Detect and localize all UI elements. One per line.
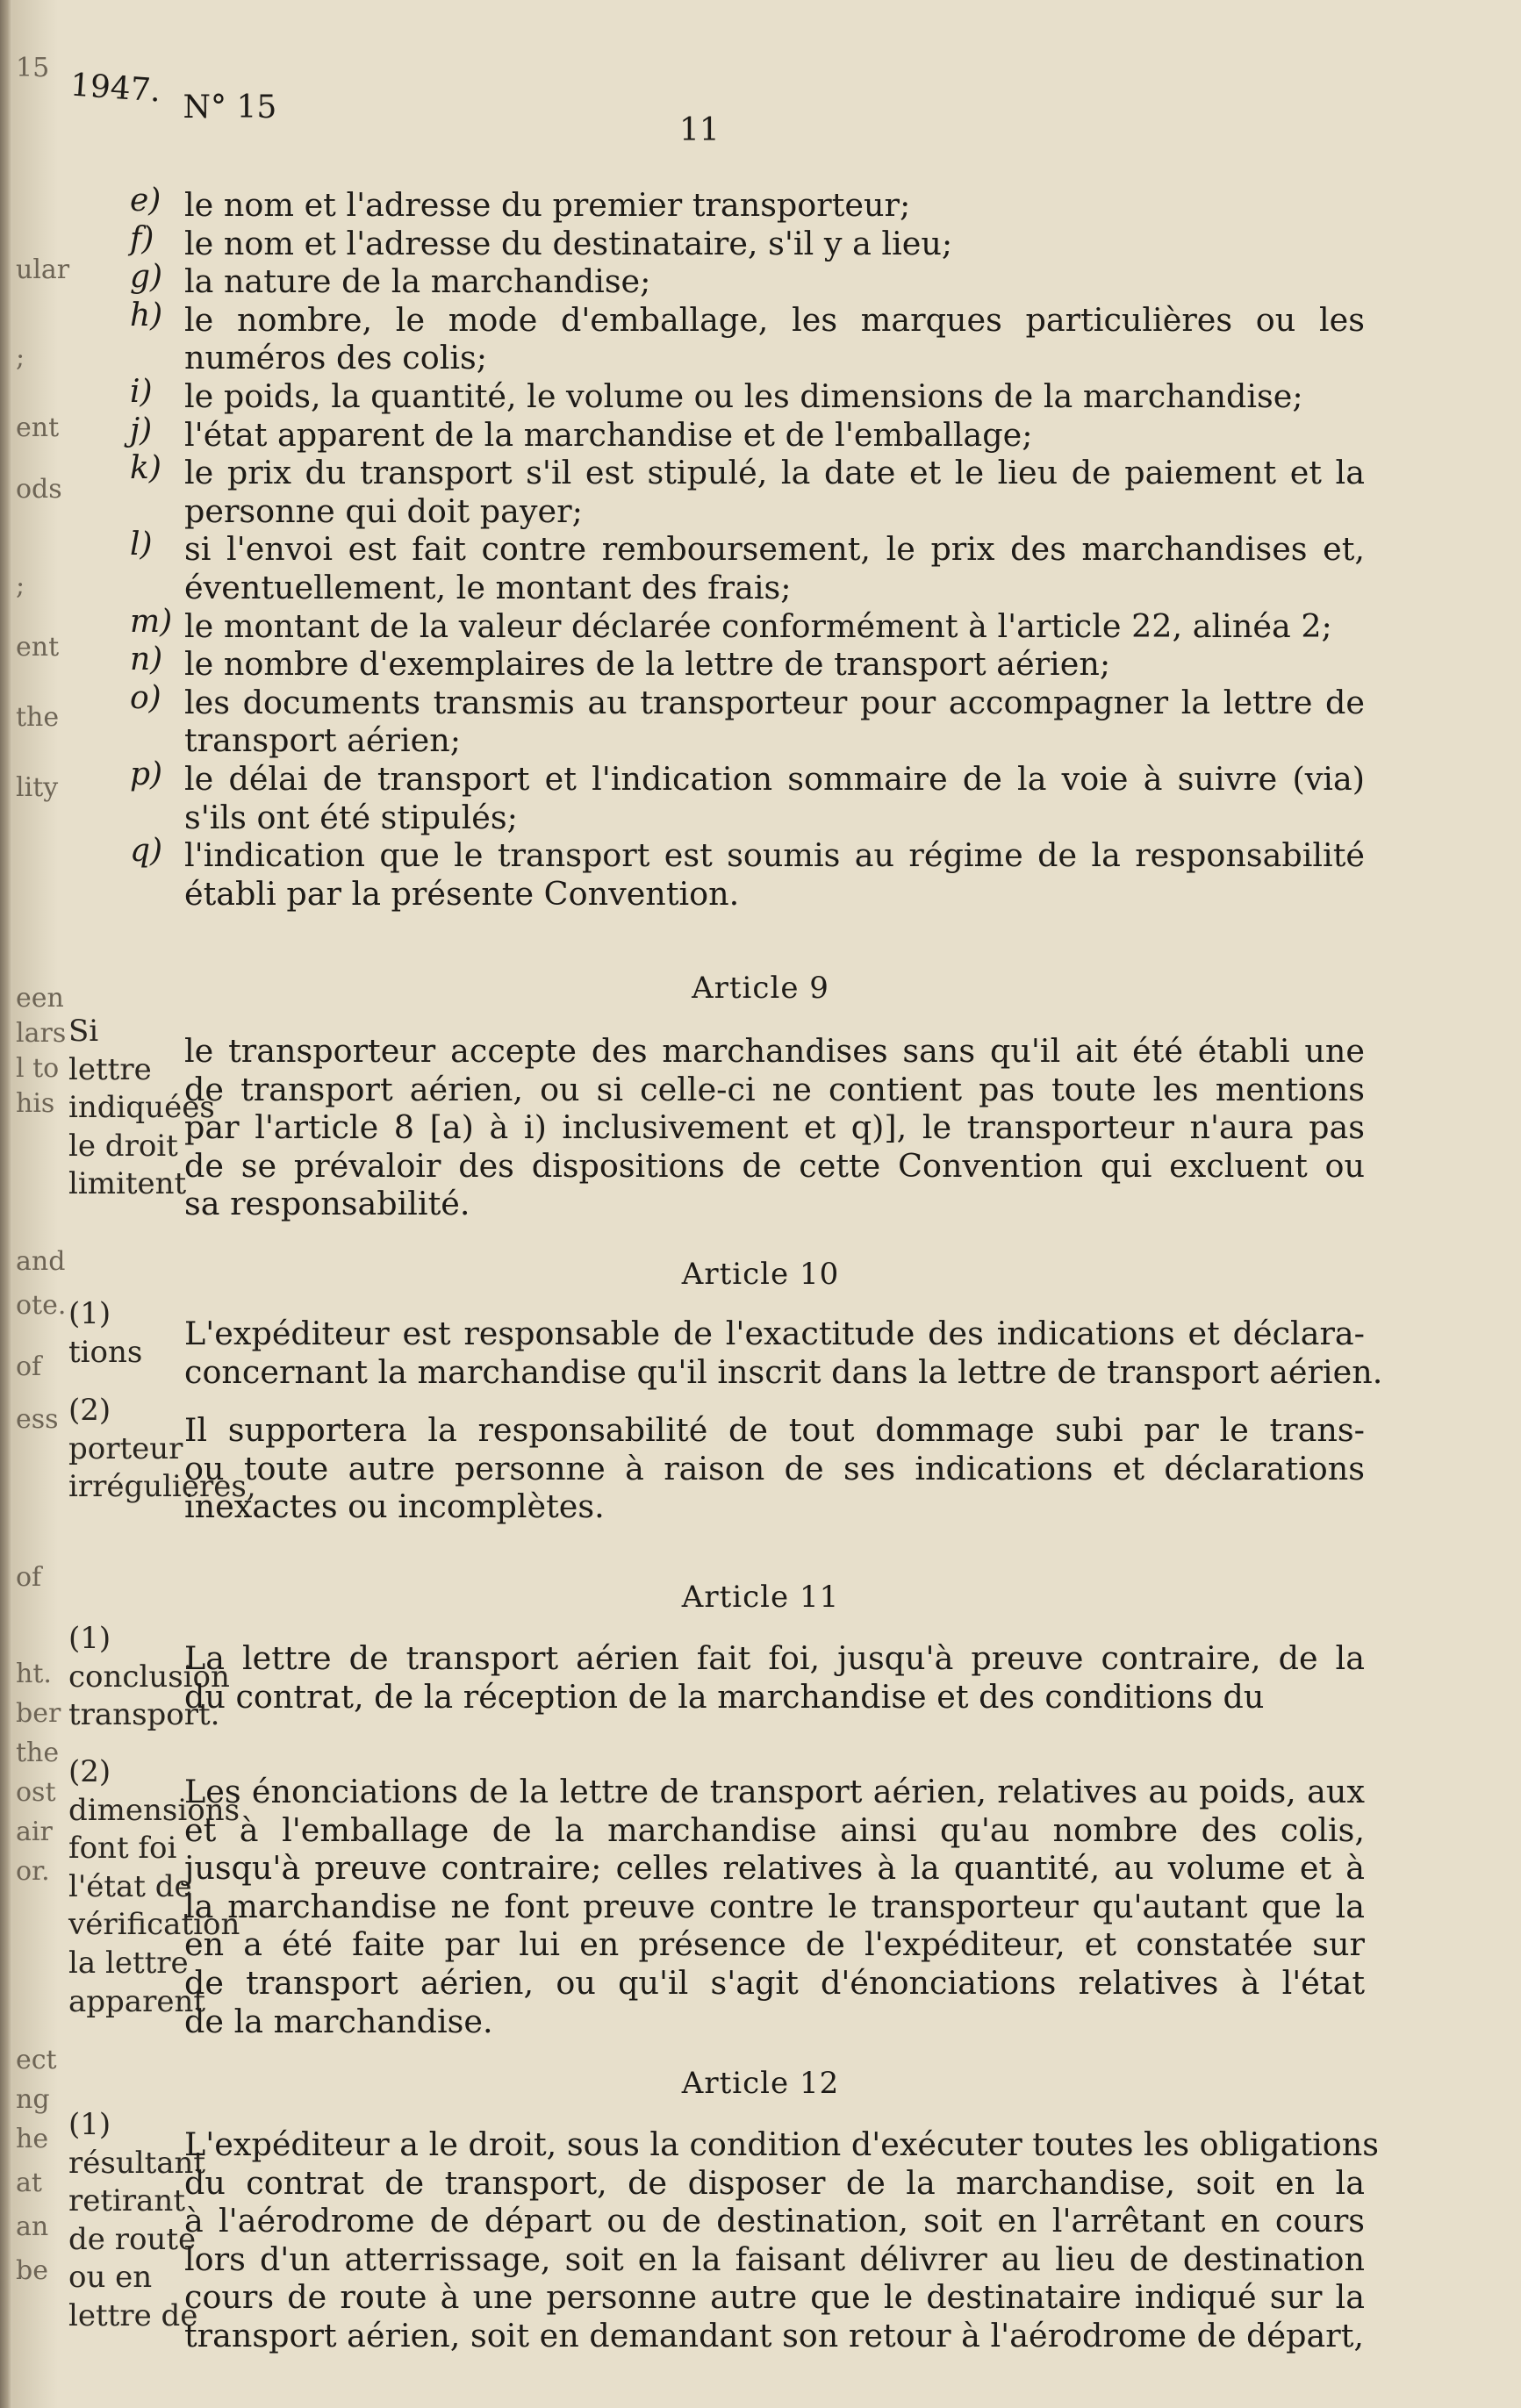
margin-text bbox=[68, 1013, 215, 1204]
list-item bbox=[184, 836, 1365, 913]
facing-page-fragment: his bbox=[16, 1088, 55, 1119]
facing-page-fragment: at bbox=[16, 2168, 42, 2198]
facing-page-fragment: be bbox=[16, 2255, 48, 2286]
text-line: cours de route à une personne autre que le destinataire indiqué sur la bbox=[184, 2278, 1365, 2317]
article-paragraph bbox=[184, 1315, 1383, 1391]
facing-page-fragment: the bbox=[16, 702, 60, 733]
margin-word: le droit bbox=[68, 1128, 178, 1164]
list-item bbox=[184, 645, 1365, 684]
margin-word: la lettre bbox=[68, 1945, 189, 1981]
list-item bbox=[184, 684, 1365, 760]
text-line: jusqu'à preuve contraire; celles relatives à la quantité, au volume et à bbox=[184, 1849, 1365, 1888]
facing-page-fragment: of bbox=[16, 1562, 42, 1593]
margin-word: porteur bbox=[68, 1430, 183, 1466]
text-line: L'expéditeur a le droit, sous la condition d'exécuter toutes les obligations bbox=[184, 2125, 1380, 2163]
facing-page-fragment: ht. bbox=[16, 1659, 52, 1689]
list-marker: n) bbox=[130, 641, 163, 678]
facing-page-fragment: ent bbox=[16, 632, 60, 663]
facing-page-fragment: een bbox=[16, 983, 64, 1014]
text-line: Il supportera la responsabilité de tout dommage subi par le trans- bbox=[184, 1411, 1365, 1449]
list-item bbox=[184, 262, 1365, 301]
facing-page-fragment: he bbox=[16, 2124, 49, 2154]
facing-page-fragment: ular bbox=[16, 254, 70, 285]
margin-word: vérification bbox=[68, 1907, 240, 1943]
facing-page-fragment: ; bbox=[16, 570, 25, 601]
margin-word: (1) bbox=[68, 1296, 111, 1331]
list-marker: k) bbox=[130, 450, 161, 487]
facing-page-fragment: ess bbox=[16, 1404, 59, 1435]
facing-page-fragment: the bbox=[16, 1738, 60, 1768]
page-binding-edge bbox=[0, 0, 12, 2408]
facing-page-fragment: and bbox=[16, 1246, 66, 1277]
margin-text bbox=[68, 2106, 206, 2336]
text-line: si l'envoi est fait contre remboursement, le prix des marchandises et, bbox=[184, 530, 1365, 569]
text-line: le poids, la quantité, le volume ou les dimensions de la marchandise; bbox=[184, 377, 1303, 415]
margin-word: de route bbox=[68, 2221, 197, 2257]
margin-word: l'état de bbox=[68, 1868, 192, 1904]
margin-text bbox=[68, 1295, 183, 1372]
margin-word: tions bbox=[68, 1334, 143, 1370]
margin-word: Si bbox=[68, 1014, 99, 1049]
text-line: de la marchandise. bbox=[184, 2002, 493, 2040]
facing-page-fragment: l to bbox=[16, 1053, 60, 1084]
margin-word: dimensions bbox=[68, 1792, 240, 1828]
text-line: de transport aérien, ou qu'il s'agit d'énonciations relatives à l'état bbox=[184, 1963, 1365, 2002]
text-line: le nom et l'adresse du premier transporteur; bbox=[184, 186, 911, 224]
text-line: la nature de la marchandise; bbox=[184, 262, 651, 301]
text-line: du contrat, de la réception de la marchandise et des conditions du bbox=[184, 1677, 1265, 1716]
text-line: ou toute autre personne à raison de ses indications et déclarations bbox=[184, 1449, 1365, 1487]
facing-page-fragment: ods bbox=[16, 474, 62, 505]
facing-page-fragment: air bbox=[16, 1817, 53, 1847]
list-marker: p) bbox=[130, 756, 163, 792]
text-line: la marchandise ne font preuve contre le transporteur qu'autant que la bbox=[184, 1887, 1365, 1925]
article-heading: Article 12 bbox=[681, 2066, 840, 2101]
page-header bbox=[68, 67, 277, 125]
list-item bbox=[184, 225, 1365, 263]
margin-word: lettre de bbox=[68, 2297, 198, 2333]
list-marker: m) bbox=[130, 603, 173, 640]
text-line: s'ils ont été stipulés; bbox=[184, 798, 518, 836]
list-marker: g) bbox=[130, 259, 163, 296]
list-marker: h) bbox=[130, 297, 163, 333]
facing-page-fragment: ent bbox=[16, 412, 60, 443]
article-paragraph bbox=[184, 2125, 1380, 2355]
margin-word: ou en bbox=[68, 2260, 153, 2296]
margin-text bbox=[68, 1620, 230, 1735]
text-line: l'indication que le transport est soumis au régime de la responsabilité bbox=[184, 836, 1365, 875]
text-line: le montant de la valeur déclarée conformément à l'article 22, alinéa 2; bbox=[184, 606, 1332, 645]
facing-page-fragment: ng bbox=[16, 2084, 50, 2115]
article-paragraph bbox=[184, 1639, 1365, 1716]
list-item bbox=[184, 186, 1365, 225]
margin-word: transport. bbox=[68, 1697, 220, 1733]
text-line: à l'aérodrome de départ ou de destination, soit en l'arrêtant en cours bbox=[184, 2202, 1365, 2240]
facing-page-fragment: ote. bbox=[16, 1290, 67, 1321]
article-heading: Article 10 bbox=[681, 1257, 840, 1292]
margin-word: (2) bbox=[68, 1393, 111, 1428]
facing-page-fragment: ; bbox=[16, 342, 25, 373]
text-line: de transport aérien, ou si celle-ci ne contient pas toute les mentions bbox=[184, 1070, 1365, 1108]
margin-word: (1) bbox=[68, 2107, 111, 2142]
text-line: le nombre, le mode d'emballage, les marques particulières ou les bbox=[184, 300, 1365, 339]
text-line: en a été faite par lui en présence de l'expéditeur, et constatée sur bbox=[184, 1925, 1365, 1964]
margin-word: (2) bbox=[68, 1754, 111, 1789]
facing-page-fragment: an bbox=[16, 2211, 49, 2242]
facing-page-fragment: of bbox=[16, 1351, 42, 1382]
article-heading: Article 11 bbox=[681, 1580, 840, 1615]
list-item bbox=[184, 377, 1365, 416]
margin-word: font foi bbox=[68, 1831, 177, 1867]
text-line: Les énonciations de la lettre de transport aérien, relatives au poids, aux bbox=[184, 1773, 1365, 1810]
text-line: lors d'un atterrissage, soit en la faisant délivrer au lieu de destination bbox=[184, 2240, 1365, 2278]
list-item bbox=[184, 607, 1365, 646]
header-number: N° 15 bbox=[183, 90, 277, 125]
header-year: 1947. bbox=[68, 67, 162, 110]
text-line: La lettre de transport aérien fait foi, jusqu'à preuve contraire, de la bbox=[184, 1639, 1365, 1677]
margin-text bbox=[68, 1392, 256, 1507]
list-marker: i) bbox=[130, 374, 153, 410]
text-line: l'état apparent de la marchandise et de l'emballage; bbox=[184, 415, 1033, 454]
article-paragraph bbox=[184, 1411, 1365, 1526]
facing-page-fragment: lity bbox=[16, 772, 59, 803]
margin-word: (1) bbox=[68, 1621, 111, 1656]
list-item bbox=[184, 530, 1365, 606]
facing-page-fragment: or. bbox=[16, 1856, 50, 1887]
margin-word: limitent bbox=[68, 1166, 187, 1202]
text-line: de se prévaloir des dispositions de cette Convention qui excluent ou bbox=[184, 1146, 1365, 1185]
list-marker: f) bbox=[130, 220, 154, 257]
text-line: par l'article 8 [a) à i) inclusivement et q)], le transporteur n'aura pas bbox=[184, 1108, 1365, 1147]
text-line: concernant la marchandise qu'il inscrit dans la lettre de transport aérien. bbox=[184, 1352, 1383, 1391]
facing-page-fragment: 15 bbox=[16, 53, 50, 83]
margin-word: résultant bbox=[68, 2145, 206, 2181]
text-line: transport aérien; bbox=[184, 721, 462, 760]
margin-word: retirant bbox=[68, 2183, 185, 2219]
list-marker: l) bbox=[130, 527, 153, 563]
text-line: numéros des colis; bbox=[184, 339, 488, 377]
facing-page-fragment: ost bbox=[16, 1777, 56, 1808]
facing-page-fragment: lars bbox=[16, 1018, 67, 1049]
text-line: L'expéditeur est responsable de l'exactitude des indications et déclara- bbox=[184, 1315, 1365, 1352]
list-item bbox=[184, 454, 1365, 530]
text-line: établi par la présente Convention. bbox=[184, 874, 740, 913]
text-line: personne qui doit payer; bbox=[184, 491, 583, 530]
article-paragraph bbox=[184, 1773, 1365, 2040]
facing-page-fragment: ect bbox=[16, 2045, 57, 2075]
margin-text bbox=[68, 1753, 240, 2021]
list-item bbox=[184, 416, 1365, 455]
page-number: 11 bbox=[679, 112, 720, 148]
text-line: les documents transmis au transporteur pour accompagner la lettre de bbox=[184, 683, 1365, 721]
facing-page-fragment: ber bbox=[16, 1698, 61, 1729]
text-line: le prix du transport s'il est stipulé, la date et le lieu de paiement et la bbox=[184, 454, 1365, 492]
margin-word: conclusion bbox=[68, 1659, 230, 1695]
text-line: le délai de transport et l'indication sommaire de la voie à suivre (via) bbox=[184, 760, 1365, 798]
article-heading: Article 9 bbox=[692, 971, 829, 1006]
margin-word: irrégulières, bbox=[68, 1469, 256, 1505]
margin-word: lettre bbox=[68, 1051, 152, 1087]
list-marker: j) bbox=[130, 412, 153, 448]
text-line: et à l'emballage de la marchandise ainsi qu'au nombre des colis, bbox=[184, 1810, 1365, 1849]
margin-word: apparent bbox=[68, 1983, 206, 2019]
list-item bbox=[184, 301, 1365, 377]
text-line: le nom et l'adresse du destinataire, s'il y a lieu; bbox=[184, 224, 953, 262]
list-marker: o) bbox=[130, 679, 161, 716]
text-line: du contrat de transport, de disposer de la marchandise, soit en la bbox=[184, 2163, 1365, 2202]
list-marker: e) bbox=[130, 183, 161, 219]
article-paragraph bbox=[184, 1032, 1365, 1223]
list-item bbox=[184, 760, 1365, 836]
text-line: le transporteur accepte des marchandises sans qu'il ait été établi une bbox=[184, 1032, 1365, 1070]
margin-word: indiquées bbox=[68, 1090, 215, 1126]
text-line: transport aérien, soit en demandant son retour à l'aérodrome de départ, bbox=[184, 2316, 1364, 2354]
text-line: le nombre d'exemplaires de la lettre de transport aérien; bbox=[184, 645, 1111, 684]
text-line: sa responsabilité. bbox=[184, 1185, 470, 1223]
text-line: éventuellement, le montant des frais; bbox=[184, 568, 792, 606]
text-line: inexactes ou incomplètes. bbox=[184, 1487, 605, 1526]
list-marker: q) bbox=[130, 833, 163, 870]
